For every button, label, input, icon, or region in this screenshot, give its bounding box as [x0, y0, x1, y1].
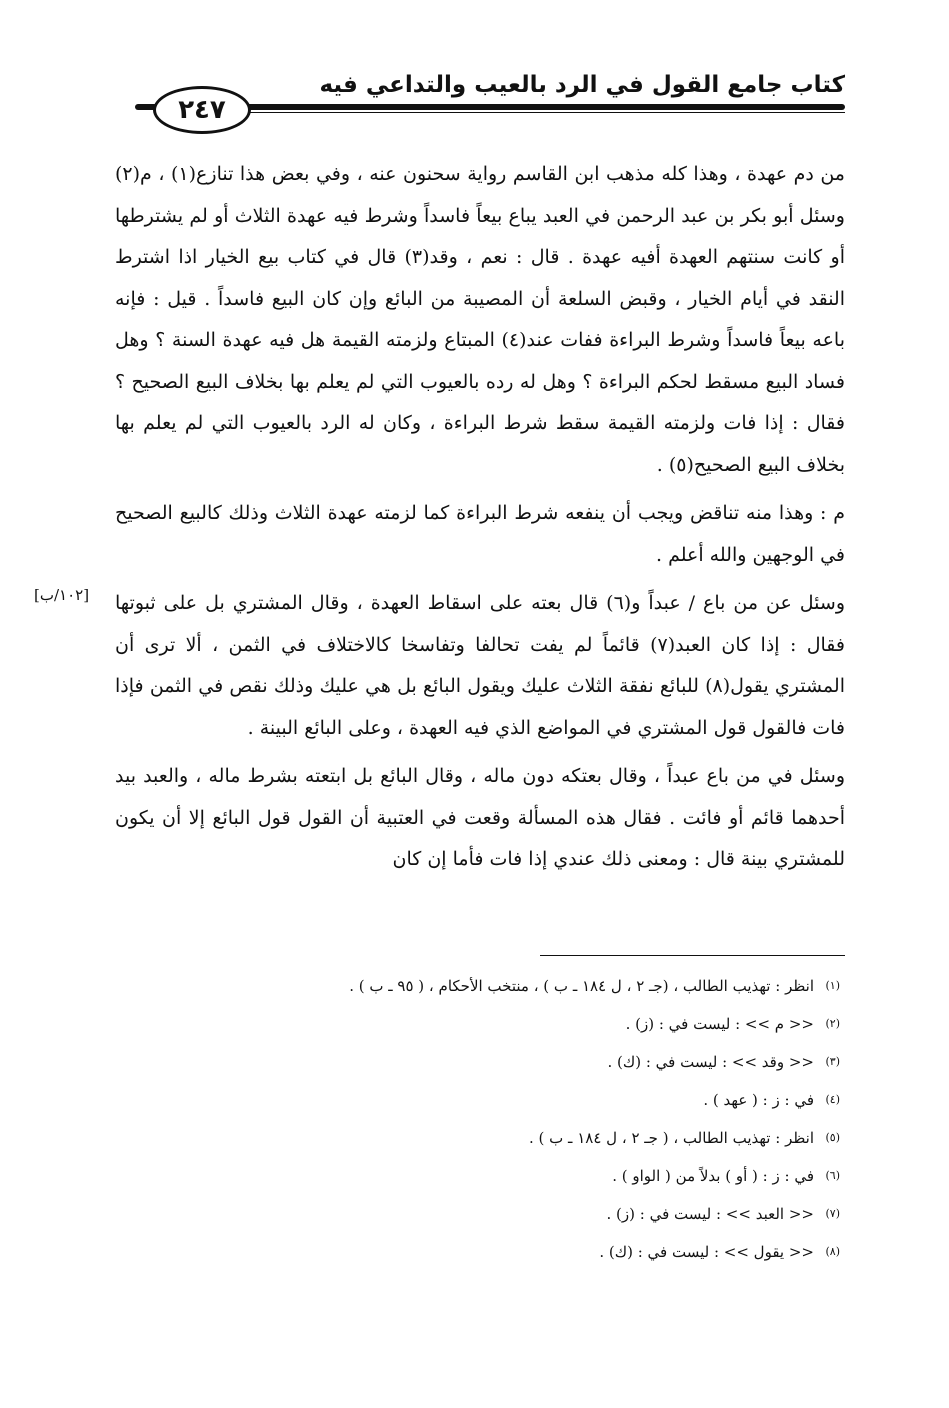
footnote-text: << العبد >> : ليست في : (ز) .: [606, 1205, 814, 1223]
footnote-number: (٨): [825, 1245, 840, 1258]
footnote-text: في : ز : ( أو ) بدلاً من ( الواو ) .: [612, 1167, 814, 1185]
footnote-text: << م >> : ليست في : (ز) .: [625, 1015, 814, 1033]
footnote-number: (٥): [825, 1131, 840, 1144]
footnote-text: انظر : تهذيب الطالب ، (جـ ٢ ، ل ١٨٤ ـ ب ) ، منتخب الأحكام ، ( ٩٥ ـ ب ) .: [349, 977, 814, 995]
footnote-text: انظر : تهذيب الطالب ، ( جـ ٢ ، ل ١٨٤ ـ ب ) .: [529, 1129, 814, 1147]
footnote: [200, 1204, 840, 1224]
footnote-separator: [540, 955, 845, 956]
footnotes: [200, 976, 840, 1280]
running-title: كتاب جامع القول في الرد بالعيب والتداعي فيه: [319, 72, 845, 98]
footnote-number: (٦): [825, 1169, 840, 1182]
footnote-number: (٧): [825, 1207, 840, 1220]
footnote-number: (١): [825, 979, 840, 992]
footnote: [200, 1166, 840, 1186]
footnote-text: << يقول >> : ليست في : (ك) .: [599, 1243, 814, 1261]
footnote-text: في : ز : ( عهد ) .: [703, 1091, 814, 1109]
footnote: [200, 1090, 840, 1110]
footnote: [200, 1052, 840, 1072]
paragraph-4: وسئل في من باع عبداً ، وقال بعتكه دون ماله ، وقال البائع بل ابتعته بشرط ماله ، والعبد بيد أحدهما قائم أو فائت . فقال هذه المسألة وقعت في العتبية أن القول قول البائع إلا أن يكون للمشتري بينة قال : ومعنى ذلك عندي إذا فات فأما إن كان: [115, 765, 845, 870]
page-number: ٢٤٧: [153, 86, 251, 134]
footnote: [200, 1242, 840, 1262]
footnote-text: << وقد >> : ليست في : (ك) .: [607, 1053, 814, 1071]
footnote: [200, 1128, 840, 1148]
paragraph-2: م : وهذا منه تناقض ويجب أن ينفعه شرط البراءة كما لزمته عهدة الثلاث وذلك كالبيع الصحيح في الوجهين والله أعلم .: [115, 502, 845, 566]
footnote-number: (٢): [825, 1017, 840, 1030]
page-header: [135, 72, 845, 132]
footnote-number: (٤): [825, 1093, 840, 1106]
margin-reference: [١٠٢/ب]: [34, 586, 90, 604]
main-text: [115, 154, 845, 881]
header-rule-thin: [235, 112, 845, 113]
footnote-number: (٣): [825, 1055, 840, 1068]
paragraph-3: وسئل عن من باع / عبداً و(٦) قال بعته على اسقاط العهدة ، وقال المشتري بل على ثبوتها فقال : إذا كان العبد(٧) قائماً لم يفت تحالفا وتفاسخا كالاختلاف في الثمن ، ألا ترى أن المشتري يقول(٨) للبائع نفقة الثلاث عليك ويقول البائع بل هي عليك وذلك نقص في الثمن فإذا فات فالقول قول المشتري في المواضع الذي فيه العهدة ، وعلى البائع البينة .: [115, 592, 845, 739]
footnote: [200, 1014, 840, 1034]
footnote: [200, 976, 840, 996]
paragraph-1: من دم عهدة ، وهذا كله مذهب ابن القاسم رواية سحنون عنه ، وفي بعض هذا تنازع(١) ، م(٢) وسئل أبو بكر بن عبد الرحمن في العبد يباع بيعاً فاسداً وشرط فيه عهدة الثلاث أو لم يشترطها أو كانت سنتهم العهدة أفيه عهدة . قال : نعم ، وقد(٣) قال في كتاب بيع الخيار اذا اشترط النقد في أيام الخيار ، وقبض السلعة أن المصيبة من البائع وإن كان البيع فاسداً . قيل : فإنه باعه بيعاً فاسداً وشرط البراءة ففات عند(٤) المبتاع ولزمته القيمة هل فيه عهدة السنة ؟ وهل فساد البيع مسقط لحكم البراءة ؟ وهل له رده بالعيوب التي لم يعلم بها بخلاف البيع الصحيح ؟ فقال : إذا فات ولزمته القيمة سقط شرط البراءة ، وكان له الرد بالعيوب التي لم يعلم بها بخلاف البيع الصحيح(٥) .: [115, 163, 845, 476]
